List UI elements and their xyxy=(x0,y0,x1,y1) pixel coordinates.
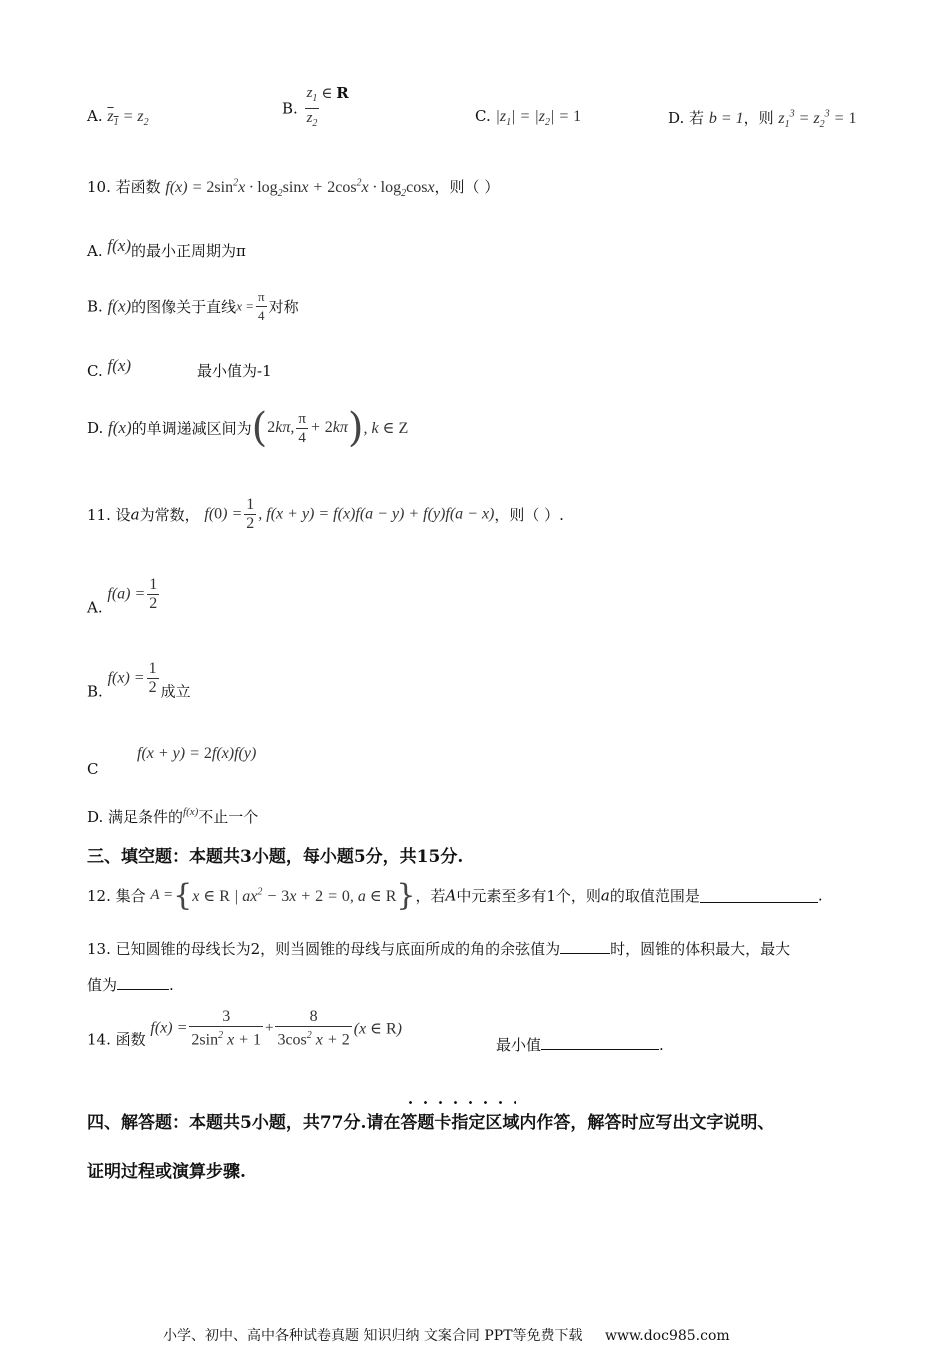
q9-option-d xyxy=(668,107,856,130)
q11-number: 11. 设 xyxy=(87,506,131,524)
q13-line1-a: 13. 已知圆锥的母线长为2，则当圆锥的母线与底面所成的角的余弦值为 xyxy=(87,940,561,958)
q11-option-a-fraction: $\frac{1}{2}$ xyxy=(149,576,158,612)
q9-option-d-label: D. 若 xyxy=(668,109,705,127)
q11-option-a-label: A. xyxy=(87,598,103,617)
q9-option-d-then: ，则 xyxy=(743,109,774,127)
q11-option-d-fx: f(x) xyxy=(183,806,199,818)
footer-url[interactable]: www.doc985.com xyxy=(604,1328,730,1344)
q10-option-d-fraction: $\frac{\pi}{4}$ xyxy=(298,410,306,446)
section3-heading: 三、填空题：本题共3小题，每小题5分，共15分. xyxy=(87,847,464,867)
q12-answer-blank[interactable] xyxy=(700,888,818,903)
q9-option-b-fraction: $\frac{z_1}{z_2}$ xyxy=(306,85,318,129)
q9-option-b-set: R xyxy=(336,84,349,102)
section4-heading-emph: 答题卡指定区域 xyxy=(400,1108,519,1133)
q10-option-b-fraction: $\frac{\pi}{4}$ xyxy=(257,289,265,323)
q9-option-a-label: A. xyxy=(87,107,103,125)
q9-option-a-formula: $z_1 = z_2$ xyxy=(107,108,149,129)
section4-heading-a: 四、解答题：本题共5小题，共77分.请在 xyxy=(87,1113,401,1133)
q10-option-a-label: A. xyxy=(87,242,103,260)
section4-heading-b: 内作答，解答时应写出文字说明、 xyxy=(519,1113,775,1133)
q10-formula: $f(x) = 2\sin^2x \cdot \log_2\sin x + 2\cos^2x \cdot \log_2\cos x$ xyxy=(165,177,435,200)
q10-option-b-fx: f(x) xyxy=(107,296,132,316)
q10-option-d-fx: f(x) xyxy=(108,418,132,437)
q12-var-b: a xyxy=(600,886,610,905)
q14-answer-blank[interactable] xyxy=(541,1035,659,1050)
q14-fraction-2: $\frac{8}{3\cos^2 x + 2}$ xyxy=(277,1008,350,1049)
q13-answer-blank-2[interactable] xyxy=(117,975,169,990)
q11-option-b: B. f(x) = $\frac{1}{2}$ 成立 xyxy=(87,660,191,701)
q10-option-b-text: 的图像关于直线 xyxy=(131,298,237,316)
q10-option-b-tail: 对称 xyxy=(268,298,299,316)
q13-answer-blank-1[interactable] xyxy=(560,939,610,954)
q12-var-a: A xyxy=(445,886,457,905)
q11-tail: ，则（ ）. xyxy=(494,506,564,524)
q12-end: . xyxy=(817,886,823,905)
q11-formula: , f(x + y) = f(x)f(a − y) + f(y)f(a − x) xyxy=(258,505,495,523)
q11-var: a xyxy=(130,505,140,524)
q12-set: x ∈ R | $ax^2 - 3x + 2 = 0$, a ∈ R xyxy=(192,886,397,905)
q9-option-c-label: C. xyxy=(475,107,491,125)
q11-stem: 11. 设a为常数， f(0) = $\frac{1}{2}$ , f(x + y) = f(x)f(a − y) + f(y)f(a − x)，则（ ）. xyxy=(87,496,564,532)
q11-option-c-label: C xyxy=(87,760,99,778)
q10-option-a-text: 的最小正周期为π xyxy=(130,242,246,260)
q11-option-d-label: D. 满足条件的 xyxy=(87,808,184,826)
q11-option-b-text: 成立 xyxy=(160,682,191,701)
q14-answer xyxy=(496,1034,664,1055)
q10-option-c-label: C. xyxy=(87,362,103,380)
q12-stem: 12. 集合 A ={x ∈ R | $ax^2 - 3x + 2 = 0$, a ∈ R}，若A中元素至多有1个，则a的取值范围是 . xyxy=(87,878,823,913)
q11-option-d-text: 不止一个 xyxy=(198,808,259,826)
q11-fraction: $\frac{1}{2}$ xyxy=(246,496,255,532)
q10-number: 10. 若函数 xyxy=(87,178,161,196)
q9-option-d-formula: $z_1^3 = z_2^3 = 1$ xyxy=(778,108,857,131)
section4-heading-line1 xyxy=(87,1108,774,1133)
q10-option-a-fx: f(x) xyxy=(107,236,131,255)
q10-tail: ，则（ ） xyxy=(434,178,500,196)
q12-number: 12. 集合 xyxy=(87,887,146,905)
q12-text-a: ，若 xyxy=(415,887,446,905)
q10-option-b: B. f(x)的图像关于直线x = $\frac{\pi}{4}$ 对称 xyxy=(87,289,299,323)
q10-option-c xyxy=(87,356,131,380)
section4-heading-line2: 证明过程或演算步骤. xyxy=(87,1162,246,1182)
q12-text-c: 的取值范围是 xyxy=(609,887,700,905)
q10-option-d-label: D. xyxy=(87,419,104,437)
q9-option-a xyxy=(87,107,149,128)
q13-line1 xyxy=(87,938,790,959)
q11-option-b-fraction: $\frac{1}{2}$ xyxy=(148,660,157,696)
q10-option-d-text: 的单调递减区间为 xyxy=(131,419,252,438)
q13-end: . xyxy=(169,976,174,994)
q9-option-b: B. $\frac{z_1}{z_2}$ ∈ R xyxy=(282,84,349,133)
q11-option-c-formula: f(x + y) = 2f(x)f(y) xyxy=(137,745,257,762)
q10-option-c-fx: f(x) xyxy=(107,356,132,375)
footer xyxy=(163,1325,730,1345)
q14-stem: 14. 函数 f(x) = $\frac{3}{2\sin^2 x + 1}$ + $\frac{8}{3\cos^2 x + 2}$ (x ∈ R) xyxy=(87,1008,402,1049)
q14-number: 14. 函数 xyxy=(87,1030,146,1049)
q11-option-a: A. f(a) = $\frac{1}{2}$ xyxy=(87,576,158,617)
footer-text: 小学、初中、高中各种试卷真题 知识归纳 文案合同 PPT等免费下载 xyxy=(163,1328,583,1344)
q13-line1-b: 时，圆锥的体积最大，最大 xyxy=(610,940,791,958)
q11-mid: 为常数， xyxy=(139,506,200,524)
q9-option-c-formula: $|z_1| = |z_2| = 1$ xyxy=(495,108,582,129)
q13-line2-a: 值为 xyxy=(87,976,118,994)
q12-text-b: 中元素至多有1个，则 xyxy=(456,887,601,905)
q10-option-a xyxy=(87,236,246,261)
q9-option-d-cond: b = 1 xyxy=(708,110,744,127)
q11-option-d xyxy=(87,806,258,827)
q14-text: 最小值 xyxy=(496,1036,542,1054)
q9-option-b-label: B. xyxy=(282,99,298,118)
q10-option-d: D. f(x)的单调递减区间为(2kπ, $\frac{\pi}{4}$ + 2kπ), k ∈ Z xyxy=(87,405,409,451)
q10-stem xyxy=(87,176,499,199)
q14-end: . xyxy=(659,1036,664,1054)
q14-fraction-1: $\frac{3}{2\sin^2 x + 1}$ xyxy=(191,1008,261,1049)
q13-line2 xyxy=(87,974,174,995)
q10-option-c-text: 最小值为-1 xyxy=(197,362,272,380)
q10-option-b-label: B. xyxy=(87,297,103,316)
q11-option-b-label: B. xyxy=(87,682,103,701)
q9-option-c xyxy=(475,107,581,128)
